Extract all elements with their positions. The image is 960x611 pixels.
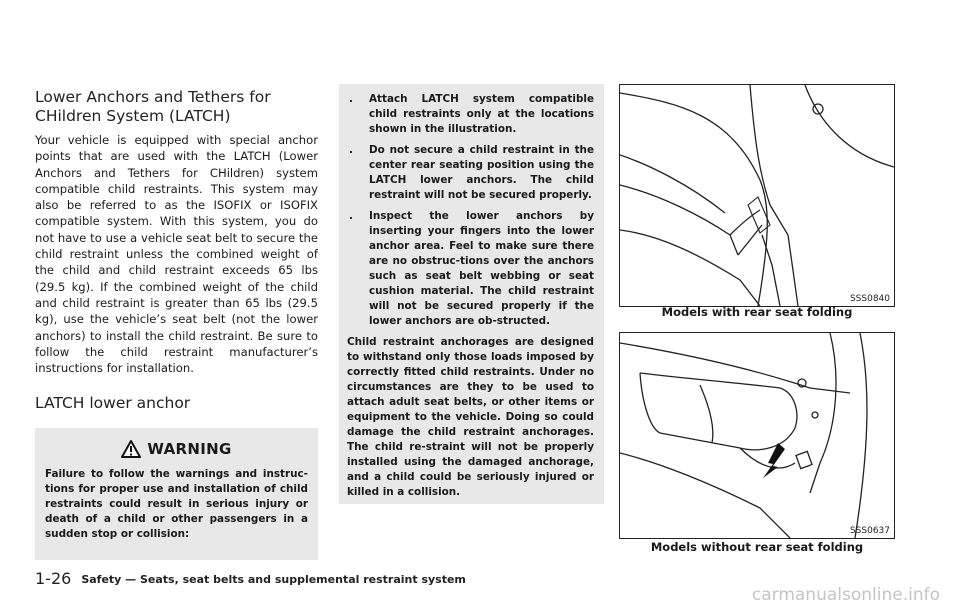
bullet-text: Attach LATCH system compatible child restraints only at the locations shown in the illustration. [369, 93, 594, 135]
figure-rear-seat-folding [619, 84, 895, 307]
figure-caption: Models with rear seat folding [661, 305, 853, 319]
bullet-text: Inspect the lower anchors by inserting your fingers into the lower anchor area. Feel to make sure there are no obstruc-tions over the anchors such as seat belt webbing or seat cushion material. The child restraint will not be secured properly if the lower anchors are ob-structed. [369, 210, 594, 327]
illustration-hand-anchor-2 [620, 333, 894, 538]
warning-heading [35, 440, 318, 458]
watermark: carmanualsonline.info [751, 585, 940, 605]
warning-label: WARNING [147, 440, 232, 458]
figure-code: SSS0840 [849, 294, 890, 304]
list-item: . Do not secure a child restraint in the center rear seating position using the LATCH lower anchors. The child restraint will not be secured properly. [349, 144, 594, 201]
bullet-text: Do not secure a child restraint in the center rear seating position using the LATCH lower anchors. The child restraint will not be secured properly. [369, 144, 594, 201]
illustration-hand-anchor-1 [620, 85, 894, 306]
warning-continued-panel [339, 84, 604, 504]
warning-text: Failure to follow the warnings and instruc-tions for proper use and installation of child restraints could result in serious injury or death of a child or other passengers in a sudden stop or collision: [45, 468, 308, 540]
list-item: . Attach LATCH system compatible child restraints only at the locations shown in the illustration. [349, 93, 594, 135]
anchorage-paragraph: Child restraint anchorages are designed to withstand only those loads imposed by correctly fitted child restraints. Under no circumstances are they to be used to attach adult seat belts, or other items or equipment to the vehicle. Doing so could damage the child restraint anchorages. The child re-straint will not be properly installed using the damaged anchorage, and a child could be seriously injured or killed in a collision. [347, 336, 594, 498]
subsection-title: LATCH lower anchor [35, 394, 191, 413]
warning-triangle-icon [121, 440, 141, 458]
list-item: . Inspect the lower anchors by inserting your fingers into the lower anchor area. Feel to make sure there are no obstruc-tions over the anchors such as seat belt webbing or seat cushion material. The child restraint will not be secured properly if the lower anchors are ob-structed. [349, 210, 594, 327]
page-number: 1-26 [35, 569, 72, 588]
page-footer [35, 569, 466, 588]
footer-section-title: Safety — Seats, seat belts and supplemental restraint system [81, 573, 466, 586]
figure-code: SSS0637 [849, 526, 890, 536]
figure-caption: Models without rear seat folding [650, 540, 864, 554]
warning-box [35, 428, 318, 560]
figure-no-rear-seat-folding [619, 332, 895, 539]
section-title: Lower Anchors and Tethers for CHildren System (LATCH) [35, 88, 271, 125]
intro-paragraph: Your vehicle is equipped with special anchor points that are used with the LATCH (Lower Anchors and Tethers for CHildren) system compatible child restraints. This system may also be referred to as the ISOFIX or ISOFIX compatible system. With this system, you do not have to use a vehicle seat belt to secure the child restraint unless the combined weight of the child and child restraint exceeds 65 lbs (29.5 kg). If the combined weight of the child and child restraint is greater than 65 lbs (29.5 kg), use the vehicle’s seat belt (not the lower anchors) to install the child restraint. Be sure to follow the child restraint manufacturer’s instructions for installation. [35, 133, 318, 376]
left-column [35, 88, 318, 412]
